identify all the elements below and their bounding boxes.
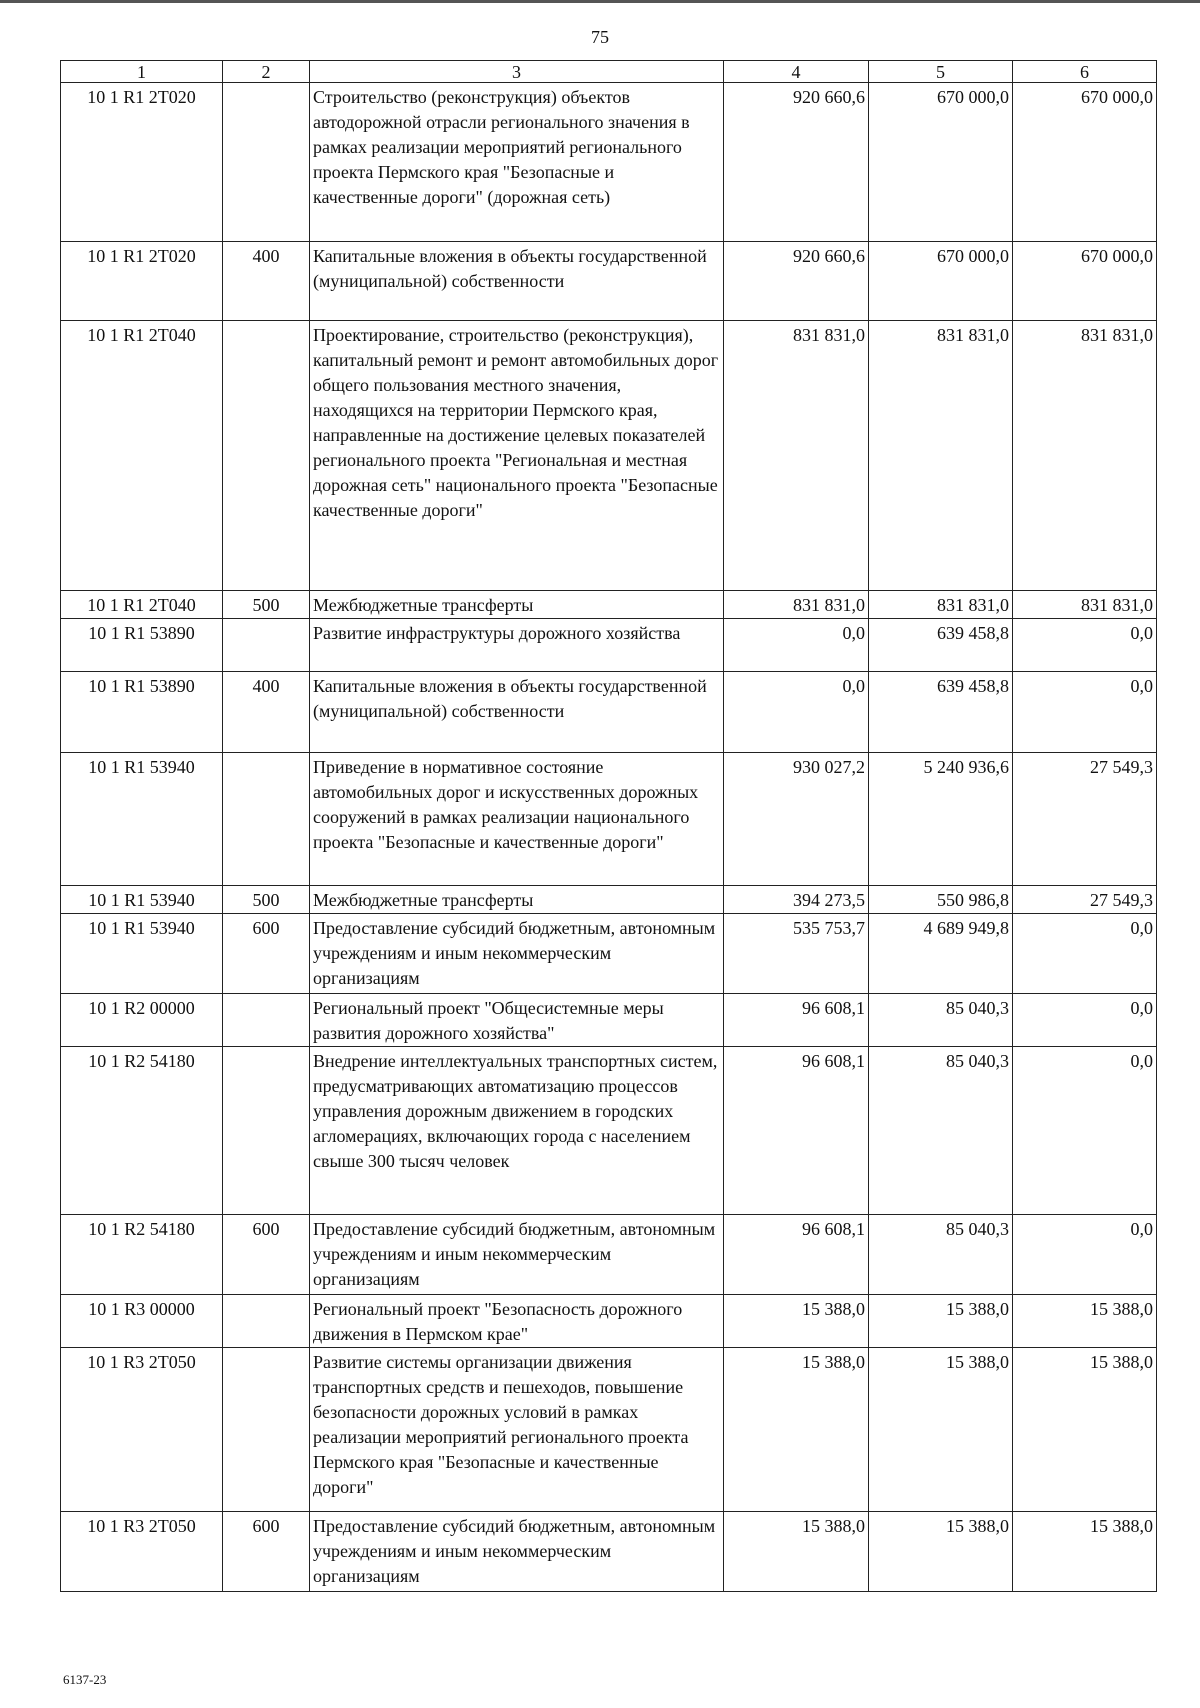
row-value-1: 96 608,1 (724, 1047, 869, 1215)
row-expense-type (223, 994, 310, 1047)
row-code: 10 1 R3 2Т050 (61, 1348, 223, 1512)
row-value-3: 27 549,3 (1013, 753, 1157, 886)
row-code: 10 1 R2 54180 (61, 1215, 223, 1295)
row-value-3: 0,0 (1013, 994, 1157, 1047)
row-code: 10 1 R2 00000 (61, 994, 223, 1047)
row-value-2: 85 040,3 (869, 1047, 1013, 1215)
row-name: Развитие инфраструктуры дорожного хозяйства (310, 619, 724, 672)
table-row (61, 886, 1157, 914)
column-header: 3 (310, 61, 724, 83)
table-row (61, 591, 1157, 619)
row-value-2: 15 388,0 (869, 1295, 1013, 1348)
row-value-3: 670 000,0 (1013, 83, 1157, 242)
row-value-1: 0,0 (724, 619, 869, 672)
row-value-1: 0,0 (724, 672, 869, 753)
row-code: 10 1 R1 53940 (61, 753, 223, 886)
row-value-1: 535 753,7 (724, 914, 869, 994)
row-name: Межбюджетные трансферты (310, 591, 724, 619)
row-name: Предоставление субсидий бюджетным, автономным учреждениям и иным некоммерческим организациям (310, 1215, 724, 1295)
row-code: 10 1 R1 2Т020 (61, 242, 223, 321)
row-value-1: 15 388,0 (724, 1512, 869, 1592)
table-row (61, 753, 1157, 886)
row-code: 10 1 R1 2Т040 (61, 321, 223, 591)
row-value-2: 831 831,0 (869, 321, 1013, 591)
row-name: Проектирование, строительство (реконструкция), капитальный ремонт и ремонт автомобильных дорог общего пользования местного значения, находящихся на территории Пермского края, направленные на достижение целевых показателей регионального проекта "Региональная и местная дорожная сеть" национального проекта "Безопасные качественные дороги" (310, 321, 724, 591)
row-value-2: 831 831,0 (869, 591, 1013, 619)
row-value-2: 670 000,0 (869, 242, 1013, 321)
table-row (61, 242, 1157, 321)
row-value-3: 0,0 (1013, 672, 1157, 753)
row-expense-type (223, 619, 310, 672)
row-value-3: 0,0 (1013, 914, 1157, 994)
row-expense-type (223, 1348, 310, 1512)
row-value-1: 15 388,0 (724, 1348, 869, 1512)
row-name: Предоставление субсидий бюджетным, автономным учреждениям и иным некоммерческим организациям (310, 1512, 724, 1592)
row-name: Капитальные вложения в объекты государственной (муниципальной) собственности (310, 672, 724, 753)
row-value-2: 639 458,8 (869, 672, 1013, 753)
table-row (61, 672, 1157, 753)
document-code: 6137-23 (63, 1672, 107, 1687)
row-expense-type (223, 753, 310, 886)
row-value-1: 96 608,1 (724, 994, 869, 1047)
row-code: 10 1 R1 53940 (61, 914, 223, 994)
row-code: 10 1 R1 2Т020 (61, 83, 223, 242)
row-expense-type: 500 (223, 591, 310, 619)
row-value-1: 831 831,0 (724, 321, 869, 591)
row-value-3: 831 831,0 (1013, 321, 1157, 591)
row-expense-type (223, 1047, 310, 1215)
row-name: Приведение в нормативное состояние автомобильных дорог и искусственных дорожных сооружений в рамках реализации национального проекта "Безопасные и качественные дороги" (310, 753, 724, 886)
row-value-3: 15 388,0 (1013, 1295, 1157, 1348)
row-code: 10 1 R1 53890 (61, 672, 223, 753)
row-value-2: 639 458,8 (869, 619, 1013, 672)
row-value-1: 920 660,6 (724, 242, 869, 321)
table-row (61, 1215, 1157, 1295)
row-value-3: 670 000,0 (1013, 242, 1157, 321)
column-header: 4 (724, 61, 869, 83)
row-code: 10 1 R3 00000 (61, 1295, 223, 1348)
row-expense-type (223, 1295, 310, 1348)
row-expense-type: 600 (223, 914, 310, 994)
row-value-1: 394 273,5 (724, 886, 869, 914)
row-code: 10 1 R1 53890 (61, 619, 223, 672)
row-value-2: 670 000,0 (869, 83, 1013, 242)
row-name: Предоставление субсидий бюджетным, автономным учреждениям и иным некоммерческим организациям (310, 914, 724, 994)
budget-table (60, 60, 1157, 1592)
row-expense-type (223, 83, 310, 242)
table-row (61, 1348, 1157, 1512)
row-value-3: 15 388,0 (1013, 1348, 1157, 1512)
table-row (61, 1512, 1157, 1592)
row-value-2: 85 040,3 (869, 994, 1013, 1047)
row-value-3: 0,0 (1013, 619, 1157, 672)
page-number: 75 (591, 27, 609, 47)
row-name: Капитальные вложения в объекты государственной (муниципальной) собственности (310, 242, 724, 321)
row-expense-type: 600 (223, 1512, 310, 1592)
header-row (61, 61, 1157, 83)
row-expense-type: 400 (223, 672, 310, 753)
row-value-3: 0,0 (1013, 1215, 1157, 1295)
row-expense-type: 400 (223, 242, 310, 321)
column-header: 6 (1013, 61, 1157, 83)
row-value-2: 5 240 936,6 (869, 753, 1013, 886)
row-name: Строительство (реконструкция) объектов автодорожной отрасли регионального значения в рамках реализации мероприятий регионального проекта Пермского края "Безопасные и качественные дороги" (дорожная сеть) (310, 83, 724, 242)
table-row (61, 83, 1157, 242)
row-name: Межбюджетные трансферты (310, 886, 724, 914)
row-value-2: 4 689 949,8 (869, 914, 1013, 994)
row-value-3: 27 549,3 (1013, 886, 1157, 914)
row-value-1: 96 608,1 (724, 1215, 869, 1295)
row-value-1: 15 388,0 (724, 1295, 869, 1348)
row-expense-type (223, 321, 310, 591)
row-code: 10 1 R1 2Т040 (61, 591, 223, 619)
table-row (61, 321, 1157, 591)
row-expense-type: 600 (223, 1215, 310, 1295)
column-header: 1 (61, 61, 223, 83)
row-expense-type: 500 (223, 886, 310, 914)
column-header: 5 (869, 61, 1013, 83)
row-value-1: 930 027,2 (724, 753, 869, 886)
row-value-3: 831 831,0 (1013, 591, 1157, 619)
table-row (61, 619, 1157, 672)
row-code: 10 1 R2 54180 (61, 1047, 223, 1215)
column-header: 2 (223, 61, 310, 83)
row-name: Региональный проект "Общесистемные меры развития дорожного хозяйства" (310, 994, 724, 1047)
row-value-2: 550 986,8 (869, 886, 1013, 914)
row-name: Развитие системы организации движения транспортных средств и пешеходов, повышение безопасности дорожных условий в рамках реализации мероприятий регионального проекта Пермского края "Безопасные и качественные дороги" (310, 1348, 724, 1512)
row-name: Внедрение интеллектуальных транспортных систем, предусматривающих автоматизацию процессов управления дорожным движением в городских агломерациях, включающих города с населением свыше 300 тысяч человек (310, 1047, 724, 1215)
row-value-2: 85 040,3 (869, 1215, 1013, 1295)
table-row (61, 994, 1157, 1047)
table-row (61, 1295, 1157, 1348)
row-value-1: 920 660,6 (724, 83, 869, 242)
row-value-3: 15 388,0 (1013, 1512, 1157, 1592)
row-value-2: 15 388,0 (869, 1348, 1013, 1512)
row-code: 10 1 R3 2Т050 (61, 1512, 223, 1592)
table-row (61, 914, 1157, 994)
row-value-2: 15 388,0 (869, 1512, 1013, 1592)
scan-edge (0, 0, 1200, 3)
table-row (61, 1047, 1157, 1215)
row-code: 10 1 R1 53940 (61, 886, 223, 914)
row-value-3: 0,0 (1013, 1047, 1157, 1215)
row-name: Региональный проект "Безопасность дорожного движения в Пермском крае" (310, 1295, 724, 1348)
row-value-1: 831 831,0 (724, 591, 869, 619)
